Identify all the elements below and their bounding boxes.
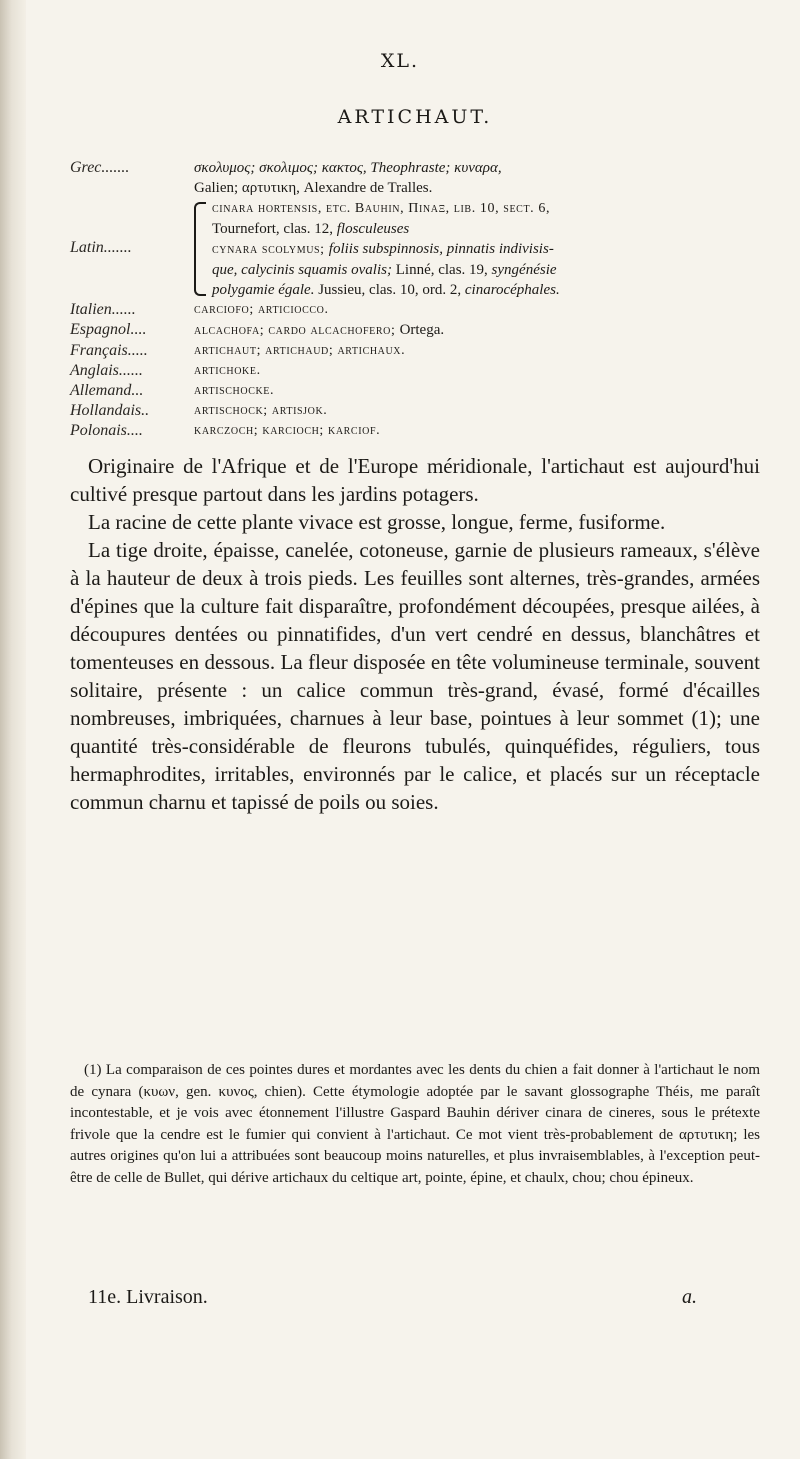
- latin-line-1: cinara hortensis, etc. Bauhin, Πιναξ, lib. 10, sect. 6,: [212, 201, 551, 216]
- language-label: Grec.......: [70, 159, 130, 176]
- name-value: artischocke.: [194, 383, 275, 398]
- signature-mark: a.: [682, 1286, 697, 1308]
- plate-number: XL.: [380, 50, 420, 72]
- footnote: [70, 1060, 760, 1189]
- language-label: Anglais......: [70, 362, 143, 379]
- name-row-francais: [70, 341, 760, 361]
- name-value: karczoch; karcioch; karciof.: [194, 423, 381, 438]
- latin-brace-block: [194, 198, 560, 300]
- vernacular-names-table: [70, 158, 760, 441]
- name-value: carciofo; articiocco.: [194, 302, 329, 317]
- name-value: artichaut; artichaud; artichaux.: [194, 343, 406, 358]
- name-value: alcachofa; cardo alcachofero;: [194, 323, 400, 338]
- language-label: Polonais....: [70, 422, 143, 439]
- name-source: Ortega.: [399, 322, 445, 338]
- page: [70, 0, 760, 1459]
- latin-line-5b: Jussieu, clas. 10, ord. 2,: [314, 282, 465, 298]
- name-row-italien: [70, 300, 760, 320]
- grec-line-1: σκολυμος; σκολιμος; κακτος, Theophraste; κυναρα,: [194, 160, 502, 176]
- latin-line-4a: que, calycinis squamis ovalis;: [212, 262, 392, 278]
- language-label: Hollandais..: [70, 402, 150, 419]
- name-value: artichoke.: [194, 363, 261, 378]
- paragraph-root: La racine de cette plante vivace est grosse, longue, ferme, fusiforme.: [88, 510, 666, 534]
- main-description: [70, 452, 760, 816]
- language-label: Allemand...: [70, 382, 144, 399]
- grec-line-2: Galien; αρτυτικη, Alexandre de Tralles.: [194, 180, 433, 196]
- name-row-allemand: [70, 381, 760, 401]
- curly-brace: [194, 202, 206, 296]
- footnote-text: (1) La comparaison de ces pointes dures et mordantes avec les dents du chien a fait donner à l'artichaut le nom de cynara (κυων, gen. κυνος, chien). Cette étymologie adoptée par le savant glossographe Théis, me paraît incontestable, et je vois avec étonnement l'illustre Gaspard Bauhin dériver cinara de cineres, sous le prétexte frivole que la cendre est le fumier qui convient à l'artichaut. Ce mot vient très-probablement de αρτυτικη; les autres origines qu'on lui a attribuées sont beaucoup moins naturelles, et plus invraisemblables, à l'exception peut-être de celle de Bullet, qui dérive artichaux du celtique art, pointe, épine, et chaulx, chou; chou épineux.: [70, 1062, 760, 1186]
- latin-line-5c: cinarocéphales.: [464, 282, 560, 298]
- livraison-mark: 11e. Livraison.: [88, 1286, 208, 1308]
- name-value: artischock; artisjok.: [194, 403, 328, 418]
- name-row-espagnol: [70, 320, 760, 341]
- latin-line-3b: foliis subspinnosis, pinnatis indivisis-: [328, 241, 554, 257]
- language-label: Espagnol....: [70, 321, 147, 338]
- name-row-grec: [70, 158, 760, 198]
- language-label: Italien......: [70, 301, 136, 318]
- latin-line-4c: syngénésie: [491, 262, 557, 278]
- latin-line-5a: polygamie égale.: [212, 282, 315, 298]
- paragraph-description: La tige droite, épaisse, canelée, cotoneuse, garnie de plusieurs rameaux, s'élève à la hauteur de deux à trois pieds. Les feuilles sont alternes, très-grandes, armées d'épines que la culture fait disparaître, profondément découpées, presque ailées, à découpures dentées ou pinnatifides, d'un vert cendré en dessus, blanchâtres et tomenteuses en dessous. La fleur disposée en tête volumineuse terminale, souvent solitaire, présente : un calice commun très-grand, évasé, formé d'écailles nombreuses, imbriquées, charnues à leur base, pointues à leur sommet (1); une quantité très-considérable de fleurons tubulés, quinquéfides, réguliers, tous hermaphrodites, irritables, environnés par le calice, et placés sur un réceptacle commun charnu et tapissé de poils ou soies.: [70, 538, 760, 814]
- latin-line-4b: Linné, clas. 19,: [391, 262, 492, 278]
- page-title: ARTICHAUT.: [337, 106, 493, 128]
- book-spine-shadow: [0, 0, 26, 1459]
- name-row-latin: [70, 198, 760, 300]
- name-values: [212, 198, 560, 300]
- language-label: Français.....: [70, 342, 148, 359]
- name-row-hollandais: [70, 401, 760, 421]
- latin-line-2b: flosculeuses: [336, 221, 410, 237]
- name-values: [194, 158, 502, 198]
- name-row-anglais: [70, 361, 760, 381]
- latin-line-2a: Tournefort, clas. 12,: [212, 221, 337, 237]
- language-label: Latin.......: [70, 239, 132, 256]
- latin-line-3a: cynara scolymus;: [212, 242, 329, 257]
- paragraph-origin: Originaire de l'Afrique et de l'Europe méridionale, l'artichaut est aujourd'hui cultivé presque partout dans les jardins potagers.: [70, 454, 760, 506]
- name-row-polonais: [70, 421, 760, 441]
